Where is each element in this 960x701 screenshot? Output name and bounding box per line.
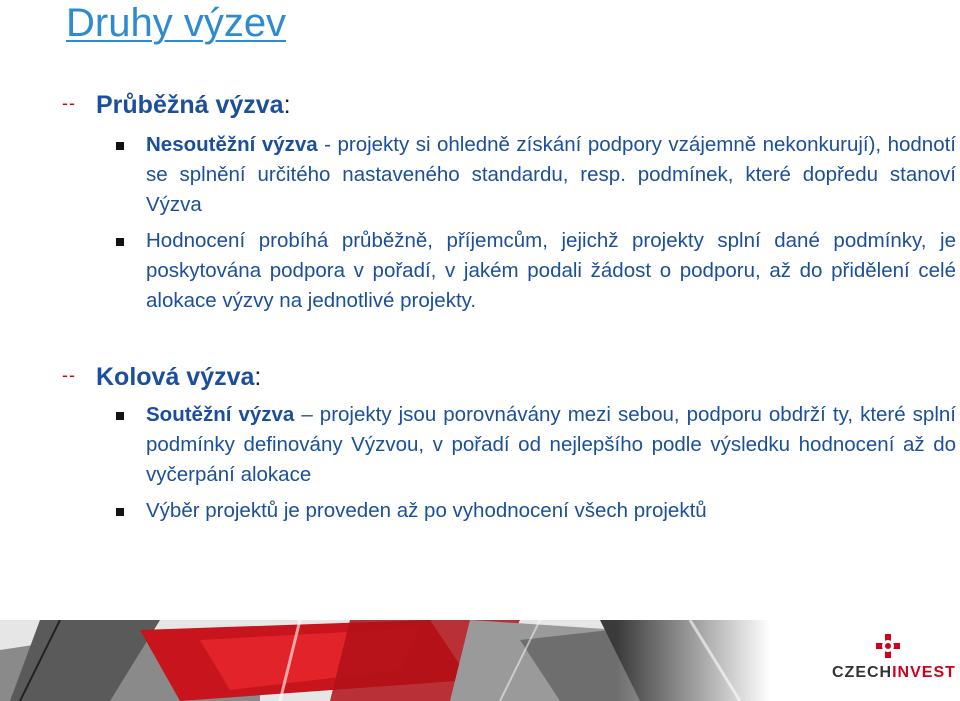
dash-bullet-icon: -- [62, 93, 76, 113]
list-item-bold: Soutěžní výzva [146, 403, 295, 426]
list-item-text [146, 496, 956, 526]
logo-wordmark [832, 664, 956, 682]
footer-decorative-band [0, 620, 770, 701]
dash-bullet-icon: -- [62, 365, 76, 385]
list-item-body: Hodnocení probíhá průběžně, příjemcům, jejichž projekty splní dané podmínky, je poskytována podpora v pořadí, v jakém podali žádost o podporu, až do přidělení celé alokace výzvy na jednotlivé projekty. [146, 229, 956, 312]
section-heading-colon: : [254, 363, 262, 391]
list-item [116, 496, 956, 526]
section-heading-colon: : [283, 91, 291, 119]
section-heading-kolova [62, 362, 261, 394]
list-item-body: – projekty jsou porovnávány mezi sebou, podporu obdrží ty, které splní podmínky definovány Výzvou, v pořadí od nejlepšího podle výsledku hodnocení až do vyčerpání alokace [146, 403, 956, 486]
list-item [116, 130, 956, 220]
section-heading-prubezna [62, 90, 291, 122]
list-item-body: - projekty si ohledně získání podpory vzájemně nekonkurují), hodnotí se splnění určitého nastaveného standardu, resp. podmínek, které dopředu stanoví Výzva [146, 133, 957, 216]
list-item-text [146, 226, 956, 316]
square-bullet-icon [116, 142, 124, 150]
list-item [116, 226, 956, 316]
section-heading-label: Kolová výzva [96, 363, 255, 391]
section-heading-label: Průběžná výzva [96, 91, 284, 119]
list-item-text [146, 130, 956, 220]
list-item-text [146, 400, 956, 490]
square-bullet-icon [116, 238, 124, 246]
square-bullet-icon [116, 508, 124, 516]
list-item-bold: Nesoutěžní výzva [146, 133, 318, 156]
logo-wordmark-part2: INVEST [892, 664, 956, 681]
czechinvest-logo-icon [826, 632, 956, 694]
square-bullet-icon [116, 412, 124, 420]
list-item-body: Výběr projektů je proveden až po vyhodnocení všech projektů [146, 499, 707, 522]
page-title: Druhy výzev [66, 1, 287, 45]
logo-wordmark-part1: CZECH [832, 664, 893, 681]
list-item [116, 400, 956, 490]
